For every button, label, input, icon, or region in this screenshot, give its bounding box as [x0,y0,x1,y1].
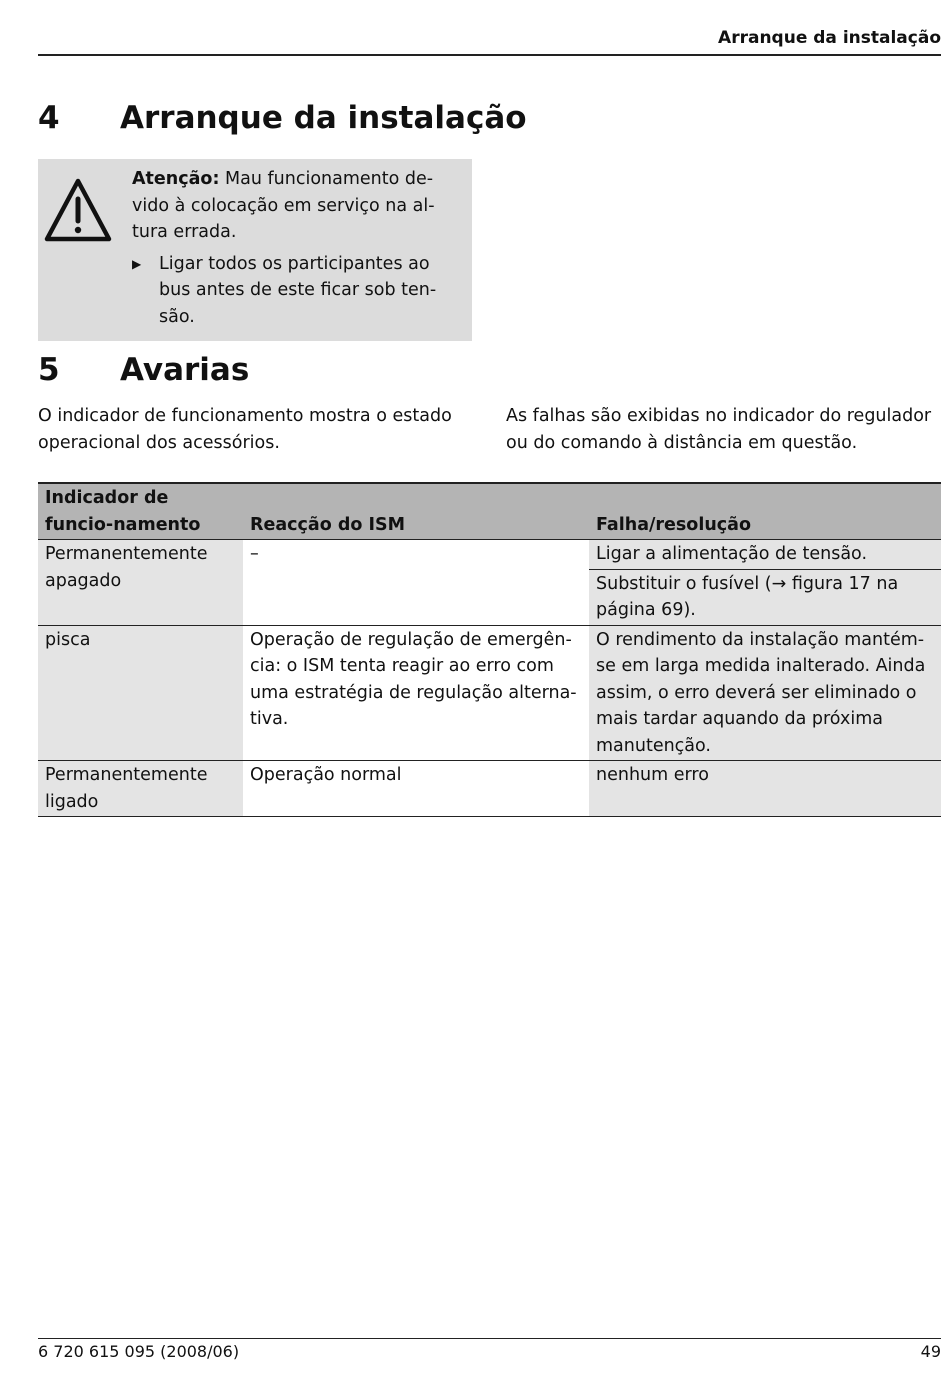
bullet-arrow-icon: ▶ [132,256,142,271]
section-title: Avarias [120,352,250,388]
intro-paragraph-left: O indicador de funcionamento mostra o estado operacional dos acessórios. [38,406,452,453]
header-rule [38,54,941,56]
intro-paragraph-right: As falhas são exibidas no indicador do regulador ou do comando à distância em questão. [506,406,932,453]
section-number: 5 [38,352,60,388]
section-number: 4 [38,100,60,136]
column-header-fault: Falha/resolução [589,483,941,540]
indicator-cell: Permanentemente apagado [38,540,243,626]
running-header: Arranque da instalação [718,28,941,48]
warning-text [132,166,444,330]
fault-cell: Substituir o fusível (→ figura 17 na página 69). [589,569,941,625]
warning-label: Atenção: [132,169,220,189]
section-title: Arranque da instalação [120,100,527,136]
fault-cell: O rendimento da instalação mantém-se em larga medida inalterado. Ainda assim, o erro deverá ser eliminado o mais tardar aquando da próxima manutenção. [589,625,941,761]
reaction-cell: – [243,540,589,626]
page-number: 49 [920,1342,941,1361]
warning-message [132,166,444,246]
warning-step-text: Ligar todos os participantes ao bus antes de este ficar sob ten-são. [159,253,437,327]
table-row [38,625,941,761]
table-header-row [38,483,941,540]
document-number: 6 720 615 095 (2008/06) [38,1342,240,1361]
column-header-reaction: Reacção do ISM [243,483,589,540]
footer-rule [38,1338,941,1339]
table-row [38,761,941,817]
indicator-cell: Permanentemente ligado [38,761,243,817]
fault-cell: nenhum erro [589,761,941,817]
warning-step [132,251,444,331]
warning-box [38,159,472,341]
fault-cell: Ligar a alimentação de tensão. [589,540,941,570]
reaction-cell: Operação de regulação de emergên-cia: o ISM tenta reagir ao erro com uma estratégia de regulação alterna-tiva. [243,625,589,761]
reaction-cell: Operação normal [243,761,589,817]
indicator-cell: pisca [38,625,243,761]
table-row [38,540,941,570]
fault-table [38,482,941,817]
warning-body: Mau funcionamento de-vido à colocação em serviço na al-tura errada. [132,169,435,242]
warning-triangle-icon [43,175,113,245]
column-header-indicator: Indicador de funcio-namento [38,483,243,540]
